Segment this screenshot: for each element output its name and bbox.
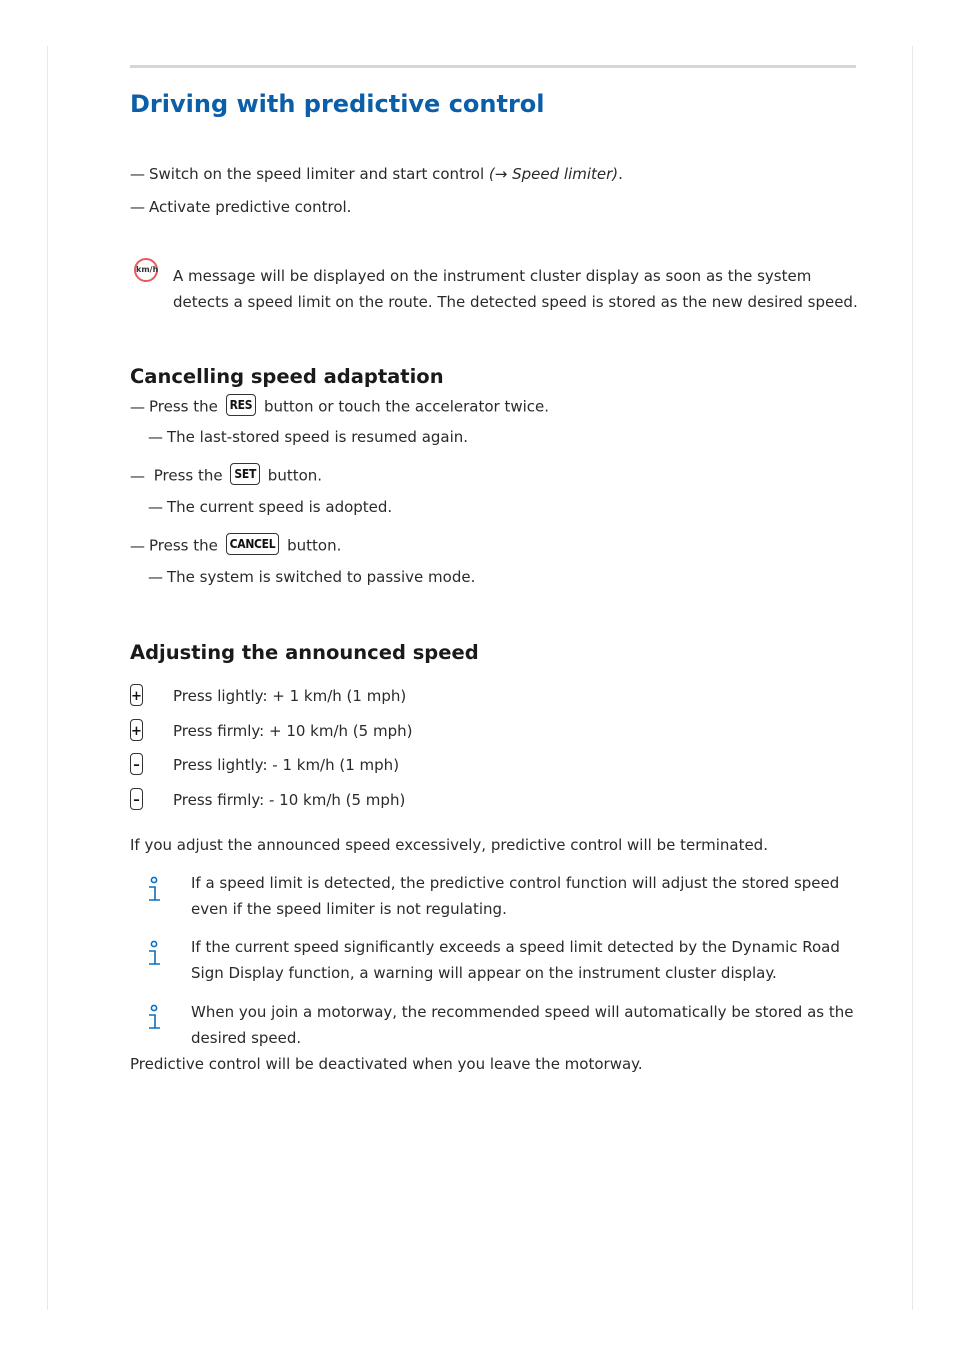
info-icon bbox=[146, 876, 162, 904]
speed-limiter-link[interactable]: (→ Speed limiter) bbox=[488, 165, 619, 183]
speed-limit-sign-icon: km/h bbox=[134, 258, 158, 282]
cancel-result-cancel: — The system is switched to passive mode. bbox=[148, 568, 476, 586]
info-note-1: If a speed limit is detected, the predictive control function will adjust the stored speed even if the speed limiter is not regulating. bbox=[191, 874, 840, 918]
cancel-result-set: — The current speed is adopted. bbox=[148, 498, 393, 516]
plus-button-icon: + bbox=[130, 719, 143, 741]
info-icon bbox=[146, 1004, 162, 1032]
info-note-2: If the current speed significantly exceeds a speed limit detected by the Dynamic Road Sign Display function, a warning will appear on the instrument cluster display. bbox=[191, 938, 840, 982]
cancel-heading: Cancelling speed adaptation bbox=[130, 365, 444, 388]
plus-button-icon: + bbox=[130, 684, 143, 706]
adjust-note: If you adjust the announced speed excessively, predictive control will be terminated. bbox=[130, 836, 768, 854]
cancel-item-set: — Press the SET button. bbox=[130, 465, 322, 487]
cancel-item-cancel: — Press the CANCEL button. bbox=[130, 535, 341, 557]
adjust-row: Press firmly: - 10 km/h (5 mph) bbox=[173, 791, 406, 809]
set-button-icon: SET bbox=[230, 463, 260, 485]
final-note: Predictive control will be deactivated when you leave the motorway. bbox=[130, 1055, 643, 1073]
cancel-button-icon: CANCEL bbox=[226, 533, 280, 555]
minus-button-icon: – bbox=[130, 753, 143, 775]
res-button-icon: RES bbox=[226, 394, 257, 416]
left-margin-line bbox=[47, 46, 48, 1310]
adjust-row: Press lightly: + 1 km/h (1 mph) bbox=[173, 687, 407, 705]
info-icon bbox=[146, 940, 162, 968]
cancel-result-res: — The last-stored speed is resumed again. bbox=[148, 428, 469, 446]
sign-note: A message will be displayed on the instrument cluster display as soon as the system detects a speed limit on the route. The detected speed is stored as the new desired speed. bbox=[173, 267, 858, 311]
step-1: — Switch on the speed limiter and start control (→ Speed limiter). bbox=[130, 165, 623, 183]
adjust-heading: Adjusting the announced speed bbox=[130, 641, 479, 664]
right-margin-line bbox=[912, 46, 913, 1310]
step-2: — Activate predictive control. bbox=[130, 198, 352, 216]
adjust-row: Press lightly: - 1 km/h (1 mph) bbox=[173, 756, 400, 774]
header-rule bbox=[130, 65, 856, 68]
page-title: Driving with predictive control bbox=[130, 90, 545, 118]
cancel-item-res: — Press the RES button or touch the accelerator twice. bbox=[130, 396, 549, 418]
adjust-row: Press firmly: + 10 km/h (5 mph) bbox=[173, 722, 413, 740]
info-note-3: When you join a motorway, the recommended speed will automatically be stored as the desired speed. bbox=[191, 1003, 854, 1047]
arrow-right-icon: → bbox=[494, 165, 508, 183]
minus-button-icon: – bbox=[130, 788, 143, 810]
